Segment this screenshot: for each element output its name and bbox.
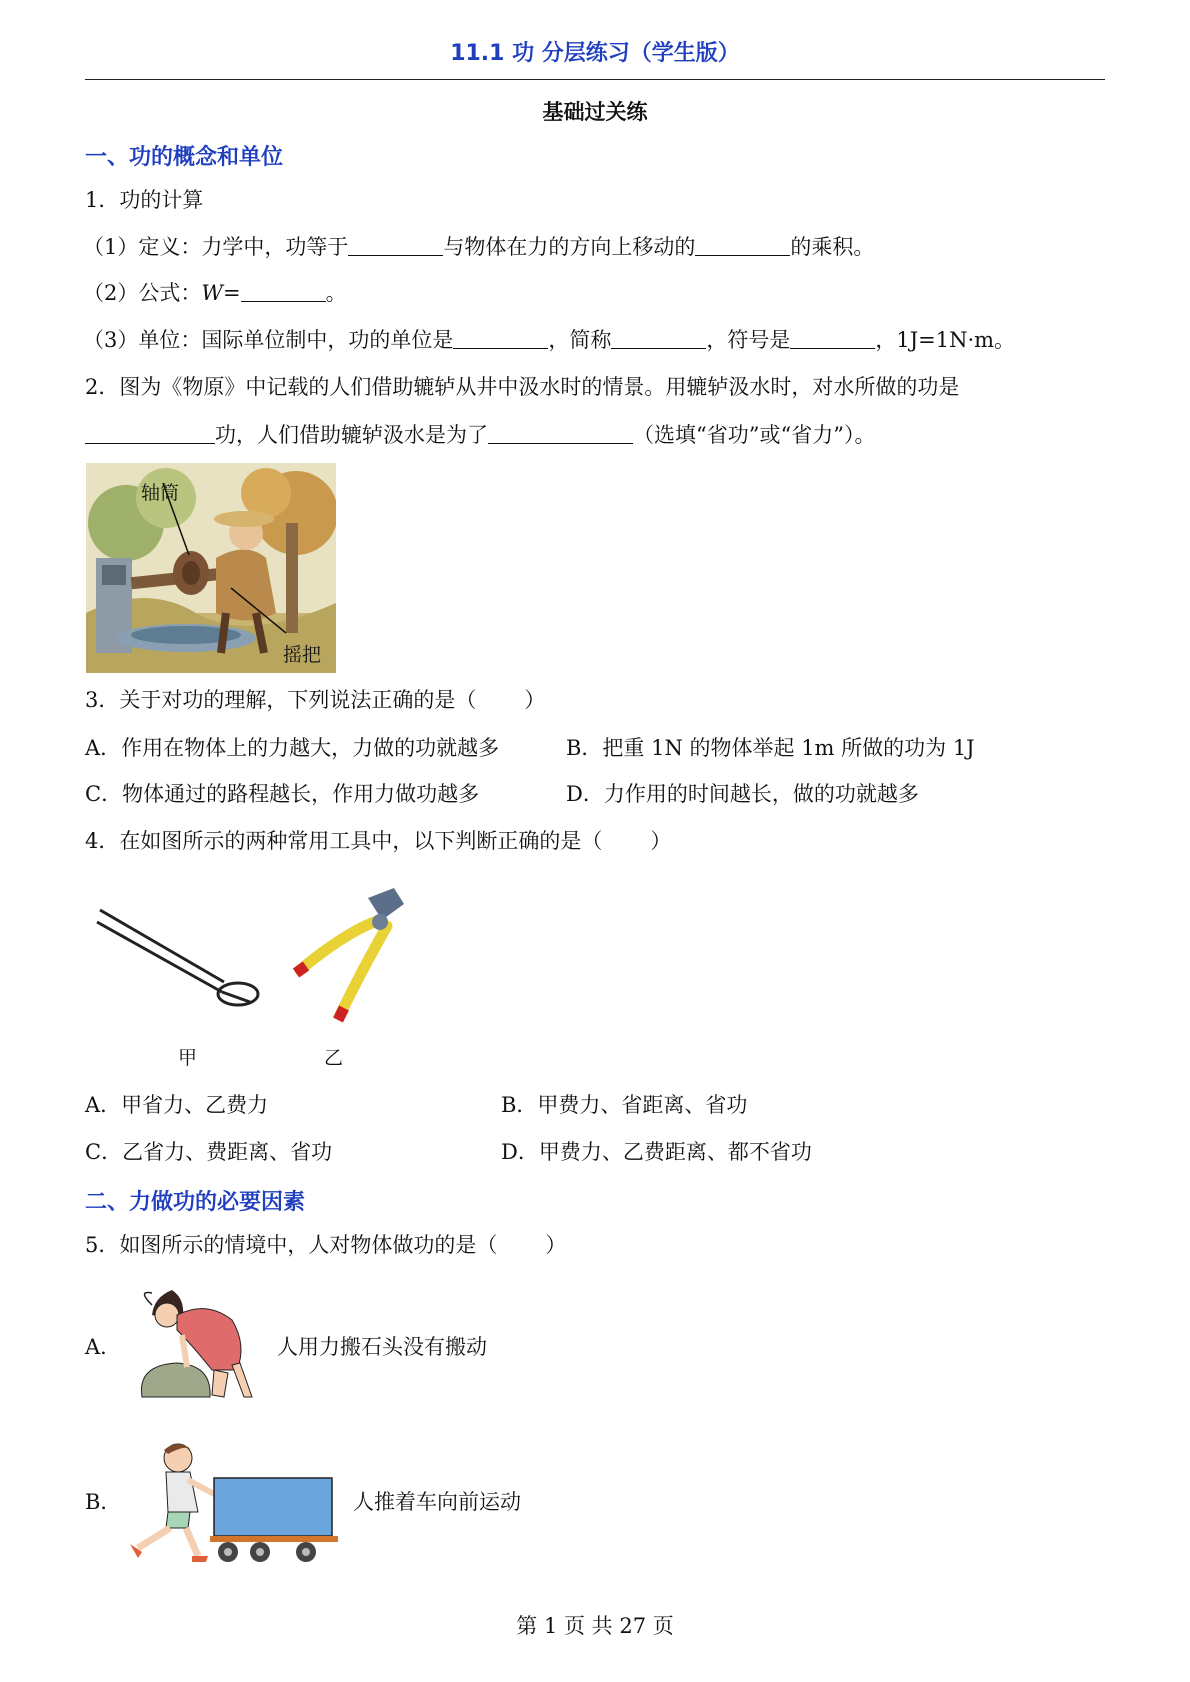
answer-blank[interactable] [790,328,875,349]
pliers-illustration [282,880,432,1030]
question-5-option-b-label[interactable]: B． [85,1490,122,1514]
answer-blank[interactable] [453,328,548,349]
question-3-option-a[interactable]: A．作用在物体上的力越大，力做的功就越多 [85,736,500,760]
label-yi: 乙 [324,1047,344,1069]
answer-blank[interactable] [611,328,706,349]
pushing-cart-illustration [128,1440,348,1570]
document-title: 11.1 功 分层练习（学生版） [450,41,740,66]
question-3-option-d[interactable]: D．力作用的时间越长，做的功就越多 [566,782,919,806]
label-handle: 摇把 [283,644,322,666]
answer-blank[interactable] [241,281,326,302]
page-footer: 第 1 页 共 27 页 [516,1614,674,1638]
question-5-option-a-label[interactable]: A． [85,1335,122,1359]
question-5-stem: 5．如图所示的情境中，人对物体做功的是（ ） [85,1233,567,1257]
tongs-illustration [92,880,262,1020]
question-4-option-d[interactable]: D．甲费力、乙费距离、都不省功 [501,1140,812,1164]
answer-blank[interactable] [348,235,443,256]
document-subtitle: 基础过关练 [542,100,648,124]
question-4-stem: 4．在如图所示的两种常用工具中，以下判断正确的是（ ） [85,829,672,853]
answer-blank[interactable] [85,423,215,444]
label-jia: 甲 [178,1047,198,1069]
question-5-option-a-caption: 人用力搬石头没有搬动 [277,1335,487,1359]
question-2-line-1: 2．图为《物原》中记载的人们借助辘轳从井中汲水时的情景。用辘轳汲水时，对水所做的功是 [85,375,960,399]
section-title-work-factors: 二、力做功的必要因素 [85,1190,306,1215]
section-title-concept-unit: 一、功的概念和单位 [85,145,284,170]
pliers-picture [282,880,432,1030]
label-axle: 轴筒 [141,482,180,504]
windlass-illustration [86,463,336,673]
question-1-definition: （1）定义：力学中，功等于 与物体在力的方向上移动的 的乘积。 [83,235,875,259]
question-2-line-2: 功，人们借助辘轳汲水是为了 （选填“省功”或“省力”）。 [85,420,875,450]
question-1-formula: （2）公式：W= 。 [83,281,347,305]
question-1-unit: （3）单位：国际单位制中，功的单位是 ，简称 ，符号是 ，1J=1N·m。 [83,328,1016,352]
tongs-picture [92,880,262,1020]
pushing-cart-picture [128,1440,348,1570]
question-4-option-a[interactable]: A．甲省力、乙费力 [85,1093,269,1117]
header-divider [85,79,1105,80]
question-3-option-c[interactable]: C．物体通过的路程越长，作用力做功越多 [85,782,480,806]
answer-blank[interactable] [695,235,790,256]
question-3-option-b[interactable]: B．把重 1N 的物体举起 1m 所做的功为 1J [566,736,975,760]
question-4-option-b[interactable]: B．甲费力、省距离、省功 [501,1093,748,1117]
question-5-option-b-caption: 人推着车向前运动 [353,1490,521,1514]
lifting-stone-illustration [132,1285,262,1405]
question-4-option-c[interactable]: C．乙省力、费距离、省功 [85,1140,333,1164]
answer-blank[interactable] [488,423,633,444]
question-3-stem: 3．关于对功的理解，下列说法正确的是（ ） [85,688,546,712]
question-1-stem: 1．功的计算 [85,188,204,212]
lifting-stone-picture [132,1285,262,1405]
